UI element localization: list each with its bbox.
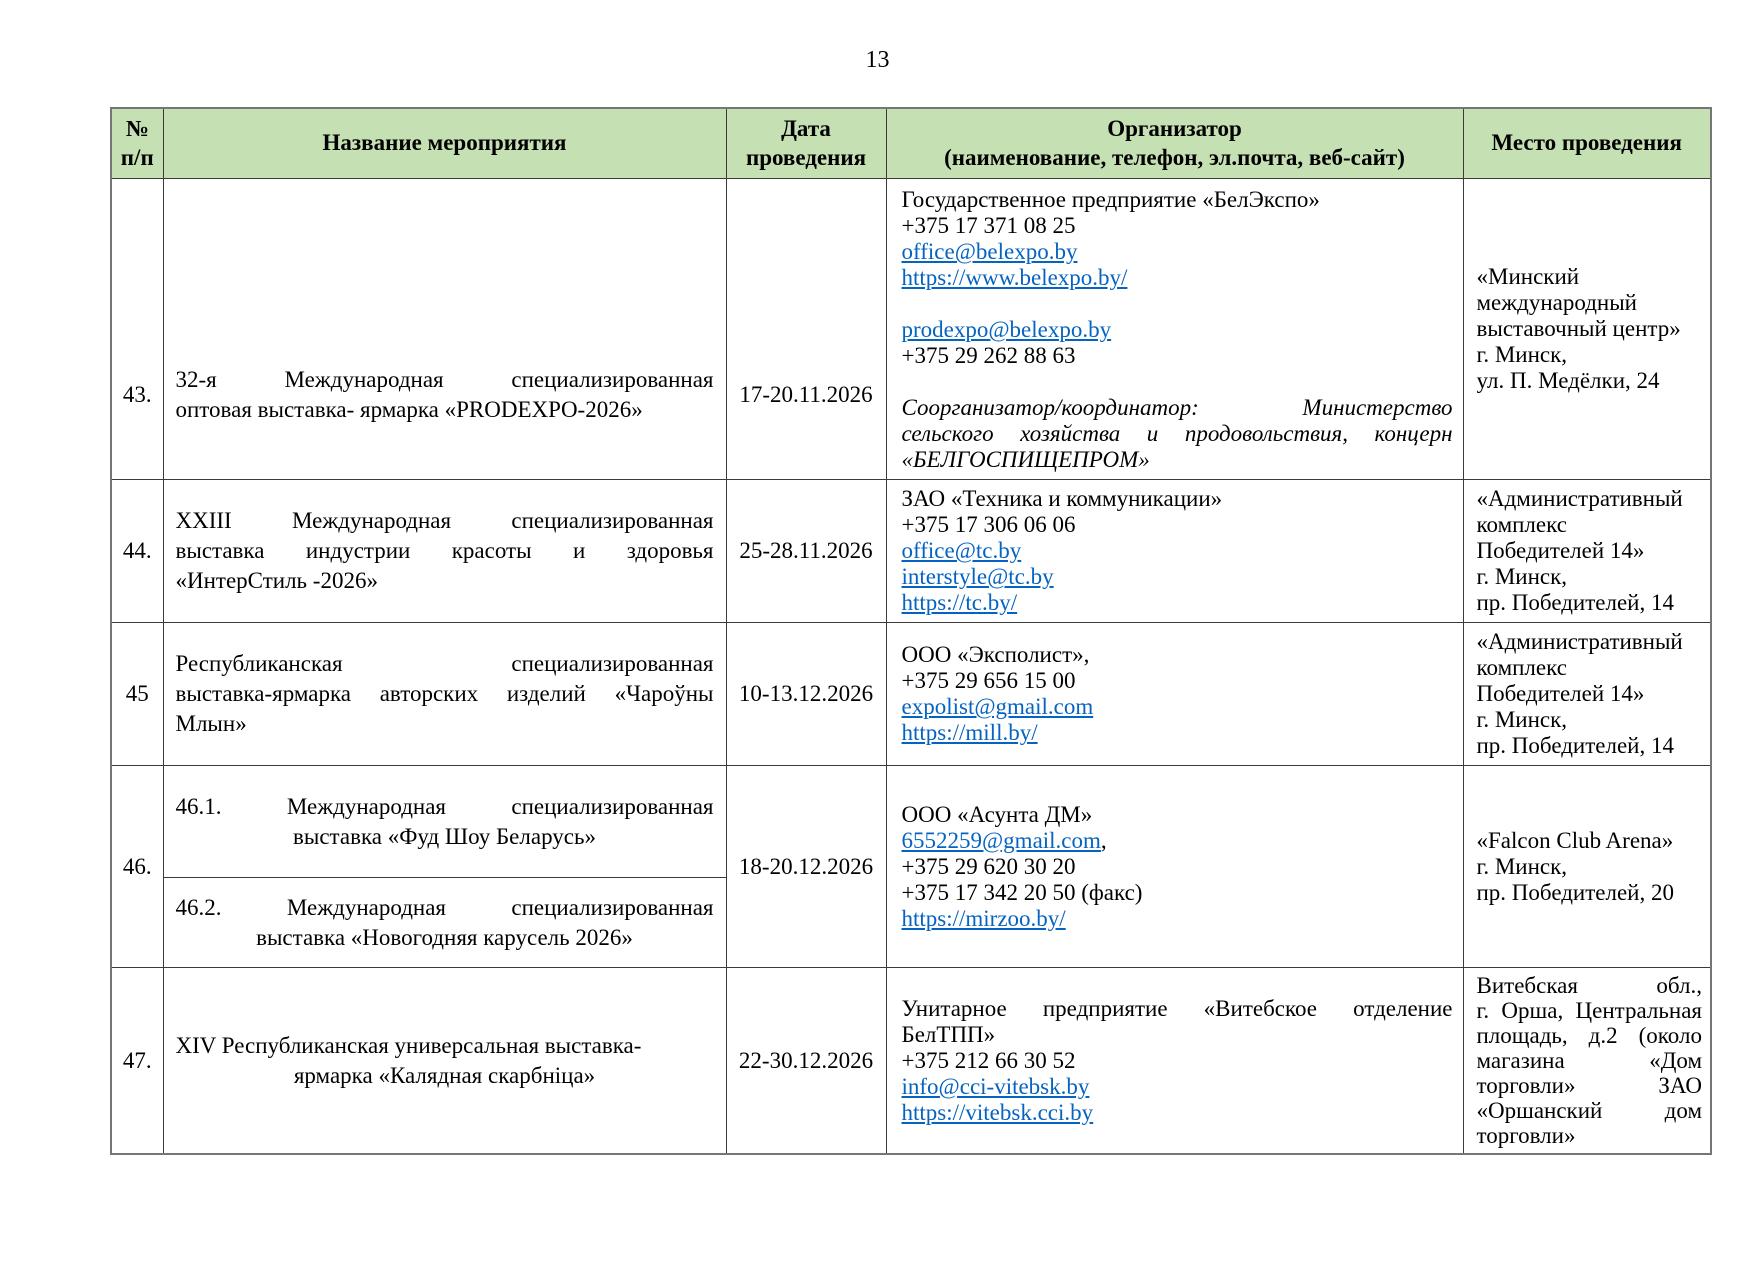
text-line: +375 29 262 88 63: [901, 343, 1076, 369]
text-line: (наименование, телефон, эл.почта, веб-сайт): [944, 144, 1405, 170]
text-line: «Оршанский дом: [1476, 1098, 1702, 1124]
text-line: «ИнтерСтиль -2026»: [175, 568, 378, 594]
text-line: ООО «Асунта ДМ»: [901, 801, 1093, 827]
text-line: ООО «Эксполист»,: [901, 642, 1090, 668]
event-row-46-sub-1: [111, 766, 1711, 878]
hyperlink[interactable]: https://mirzoo.by/: [901, 905, 1066, 931]
text-line: +375 29 620 30 20: [901, 853, 1076, 879]
col-header-event-name: [163, 108, 726, 179]
row-number-cell: 46.: [111, 766, 163, 968]
event-date-cell: 22-30.12.2026: [726, 968, 886, 1155]
event-name-cell-46-2: [163, 878, 726, 968]
text-line: +375 29 656 15 00: [901, 668, 1076, 694]
text-line: «БЕЛГОСПИЩЕПРОМ»: [901, 447, 1150, 473]
event-name-cell: [163, 968, 726, 1155]
text-line: пр. Победителей, 14: [1476, 590, 1674, 616]
text-line: г. Минск,: [1476, 853, 1568, 879]
text-line: площадь, д.2 (около: [1476, 1023, 1702, 1049]
hyperlink[interactable]: office@belexpo.by: [901, 239, 1078, 265]
row-number-cell: 47.: [111, 968, 163, 1155]
text-line: пр. Победителей, 14: [1476, 733, 1674, 759]
text-line: [902, 239, 1453, 265]
text-line: 32-я Международная специализированная: [175, 367, 714, 393]
organizer-cell: [886, 623, 1463, 766]
header-row: [111, 108, 1711, 179]
text-line: [902, 720, 1453, 746]
text-line: выставка «Фуд Шоу Беларусь»: [293, 823, 596, 849]
text-line: [902, 564, 1453, 590]
text-line: сельского хозяйства и продовольствия, концерн: [901, 421, 1453, 447]
event-row-47: [111, 968, 1711, 1155]
organizer-cell: [886, 968, 1463, 1155]
text-line: Унитарное предприятие «Витебское отделение: [901, 995, 1453, 1021]
text-line: комплекс: [1476, 655, 1567, 681]
text-line: Место проведения: [1491, 130, 1682, 156]
text-line: «Административный: [1476, 486, 1683, 512]
table-wrapper: [110, 107, 1755, 1156]
event-name-cell: [163, 480, 726, 623]
text-line: Республиканская специализированная: [175, 651, 714, 677]
col-header-date: [726, 108, 886, 179]
text-line: XXIII Международная специализированная: [175, 508, 714, 534]
event-date-cell: 25-28.11.2026: [726, 480, 886, 623]
text-line: Название мероприятия: [322, 130, 567, 156]
text-line: БелТПП»: [901, 1021, 996, 1047]
text-line: «Falcon Club Arena»: [1476, 827, 1674, 853]
text-line: +375 17 306 06 06: [901, 512, 1076, 538]
text-line: Соорганизатор/координатор: Министерство: [901, 395, 1453, 421]
row-number-cell: 44.: [111, 480, 163, 623]
text-line: ярмарка «Калядная скарбніца»: [293, 1062, 596, 1088]
text-line: +375 17 342 20 50 (факс): [901, 879, 1143, 905]
page-number: 13: [865, 47, 890, 73]
text-line: магазина «Дом: [1476, 1048, 1702, 1074]
venue-cell: [1463, 968, 1711, 1155]
event-date-cell: 10-13.12.2026: [726, 623, 886, 766]
text-line: выставка-ярмарка авторских изделий «Чароўны: [175, 681, 714, 707]
text-line: Государственное предприятие «БелЭкспо»: [901, 187, 1320, 213]
hyperlink[interactable]: https://tc.by/: [901, 590, 1018, 616]
text-line: [902, 694, 1453, 720]
text-line: 46.2. Международная специализированная: [175, 894, 714, 920]
event-name-cell: [163, 623, 726, 766]
text-line: «Административный: [1476, 629, 1683, 655]
col-header-num: [111, 108, 163, 179]
text-line: 46.1. Международная специализированная: [175, 793, 714, 819]
hyperlink[interactable]: expolist@gmail.com: [901, 694, 1094, 720]
col-header-organizer: [886, 108, 1463, 179]
event-row-44: [111, 480, 1711, 623]
text-line: +375 17 371 08 25: [901, 213, 1076, 239]
text-line: выставка индустрии красоты и здоровья: [175, 538, 714, 564]
venue-cell: [1463, 480, 1711, 623]
text-line: ЗАО «Техника и коммуникации»: [901, 486, 1223, 512]
text-line: «Минский: [1476, 264, 1580, 290]
text-line: комплекс: [1476, 512, 1567, 538]
hyperlink[interactable]: interstyle@tc.by: [901, 564, 1054, 590]
event-date-cell: 18-20.12.2026: [726, 766, 886, 968]
events-table: [110, 107, 1712, 1156]
hyperlink[interactable]: https://vitebsk.cci.by: [901, 1099, 1094, 1125]
blank-line: [902, 369, 1453, 395]
row-number-cell: 45: [111, 623, 163, 766]
text-line: [902, 1074, 1453, 1100]
text-line: торговли»: [1476, 1123, 1576, 1149]
text-line: торговли» ЗАО: [1476, 1073, 1702, 1099]
text-line: [902, 538, 1453, 564]
blank-line: [902, 291, 1453, 317]
venue-cell: [1463, 623, 1711, 766]
text-line: Дата: [781, 115, 831, 141]
text-line: оптовая выставка- ярмарка «PRODEXPO-2026»: [175, 397, 643, 423]
hyperlink[interactable]: office@tc.by: [901, 538, 1022, 564]
text-line: [902, 1100, 1453, 1126]
event-date-cell: 17-20.11.2026: [726, 179, 886, 480]
text-line: пр. Победителей, 20: [1476, 879, 1674, 905]
text-line: [902, 906, 1453, 932]
hyperlink[interactable]: 6552259@gmail.com: [901, 827, 1101, 853]
organizer-cell: [886, 480, 1463, 623]
text-line: №: [125, 115, 149, 141]
text-line: [902, 590, 1453, 616]
hyperlink[interactable]: prodexpo@belexpo.by: [901, 317, 1112, 343]
organizer-cell: [886, 179, 1463, 480]
event-name-cell: [163, 179, 726, 480]
hyperlink[interactable]: https://mill.by/: [901, 720, 1038, 746]
venue-cell: [1463, 766, 1711, 968]
text-line: [902, 317, 1453, 343]
text-line: проведения: [745, 144, 867, 170]
organizer-cell: [886, 766, 1463, 968]
text-line: выставочный центр»: [1476, 316, 1681, 342]
text-line: Организатор: [1107, 115, 1242, 141]
text-line: г. Орша, Центральная: [1476, 998, 1702, 1024]
text-line: XIV Республиканская универсальная выставка-: [175, 1032, 642, 1058]
text-line: п/п: [120, 144, 154, 170]
text-line: +375 212 66 30 52: [901, 1047, 1076, 1073]
text-line: Победителей 14»: [1476, 681, 1645, 707]
hyperlink[interactable]: https://www.belexpo.by/: [901, 265, 1128, 291]
event-name-cell-46-1: [163, 766, 726, 878]
text-line: Победителей 14»: [1476, 538, 1645, 564]
text-line: выставка «Новогодняя карусель 2026»: [256, 924, 633, 950]
text-line: международный: [1476, 290, 1637, 316]
event-row-43: [111, 179, 1711, 480]
text-line: [902, 265, 1453, 291]
venue-cell: [1463, 179, 1711, 480]
event-row-45: [111, 623, 1711, 766]
text-line: г. Минск,: [1476, 564, 1568, 590]
row-number-cell: 43.: [111, 179, 163, 480]
text-line: Млын»: [175, 711, 247, 737]
text-line: Витебская обл.,: [1476, 973, 1702, 999]
text-line: г. Минск,: [1476, 342, 1568, 368]
text-line: 6552259@gmail.com,: [901, 827, 1107, 853]
hyperlink[interactable]: info@cci-vitebsk.by: [901, 1073, 1090, 1099]
text-line: г. Минск,: [1476, 707, 1568, 733]
col-header-venue: [1463, 108, 1711, 179]
text-line: ул. П. Медёлки, 24: [1476, 368, 1660, 394]
